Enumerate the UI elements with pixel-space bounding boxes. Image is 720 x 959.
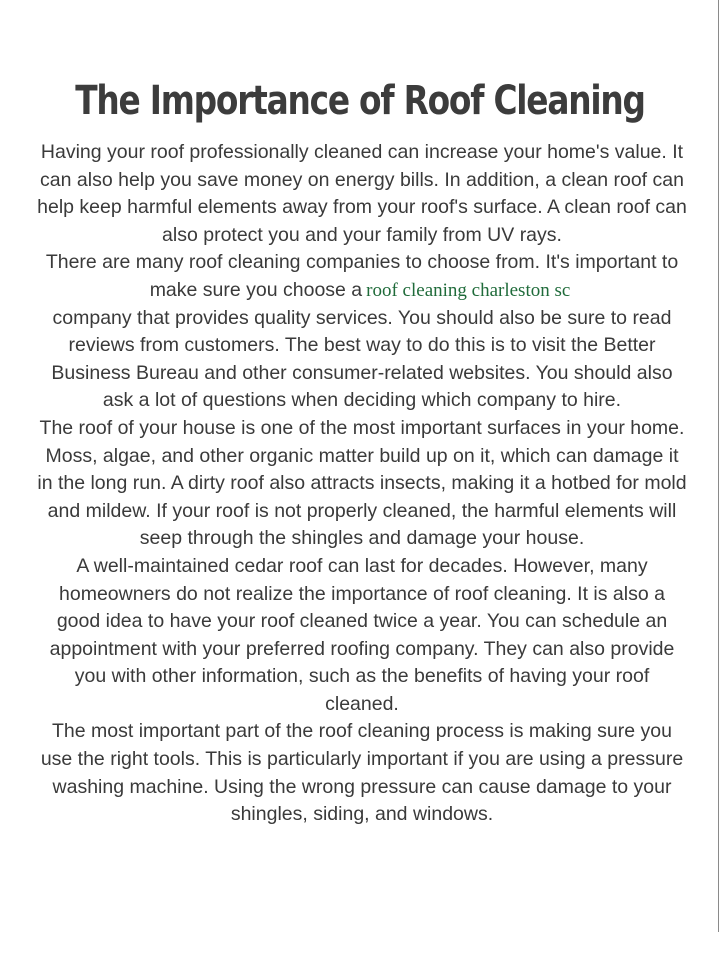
paragraph-5: The most important part of the roof cleaning process is making sure you use the right tools. This is particularly important if you are using a pressure washing machine. Using the wrong pressure can cause damage to your shingles, siding, and windows.	[40, 720, 684, 826]
paragraph-2-before-link: There are many roof cleaning companies to choose from. It's important to make sure you choose a	[45, 251, 679, 301]
paragraph-1: Having your roof professionally cleaned can increase your home's value. It can also help you save money on energy bills. In addition, a clean roof can help keep harmful elements away from your roof's surface. A clean roof can also protect you and your family from UV rays.	[37, 141, 687, 246]
paragraph-2	[36, 249, 688, 415]
paragraph-4: A well-maintained cedar roof can last for decades. However, many homeowners do not realize the importance of roof cleaning. It is also a good idea to have your roof cleaned twice a year. You can schedule an appointment with your preferred roofing company. They can also provide you with other information, such as the benefits of having your roof cleaned.	[49, 554, 675, 715]
page-edge-divider	[718, 0, 719, 932]
article-body	[36, 139, 688, 829]
roof-cleaning-link[interactable]: roof cleaning charleston sc	[366, 279, 571, 301]
page-title: The Importance of Roof Cleaning	[75, 77, 645, 124]
paragraph-3: The roof of your house is one of the most important surfaces in your home. Moss, algae, and other organic matter build up on it, which can damage it in the long run. A dirty roof also attracts insects, making it a hotbed for mold and mildew. If your roof is not properly cleaned, the harmful elements will seep through the shingles and damage your house.	[37, 416, 687, 550]
paragraph-2-after-link: company that provides quality services. You should also be sure to read reviews from customers. The best way to do this is to visit the Better Business Bureau and other consumer-related websites. You should also ask a lot of questions when deciding which company to hire.	[51, 306, 673, 412]
